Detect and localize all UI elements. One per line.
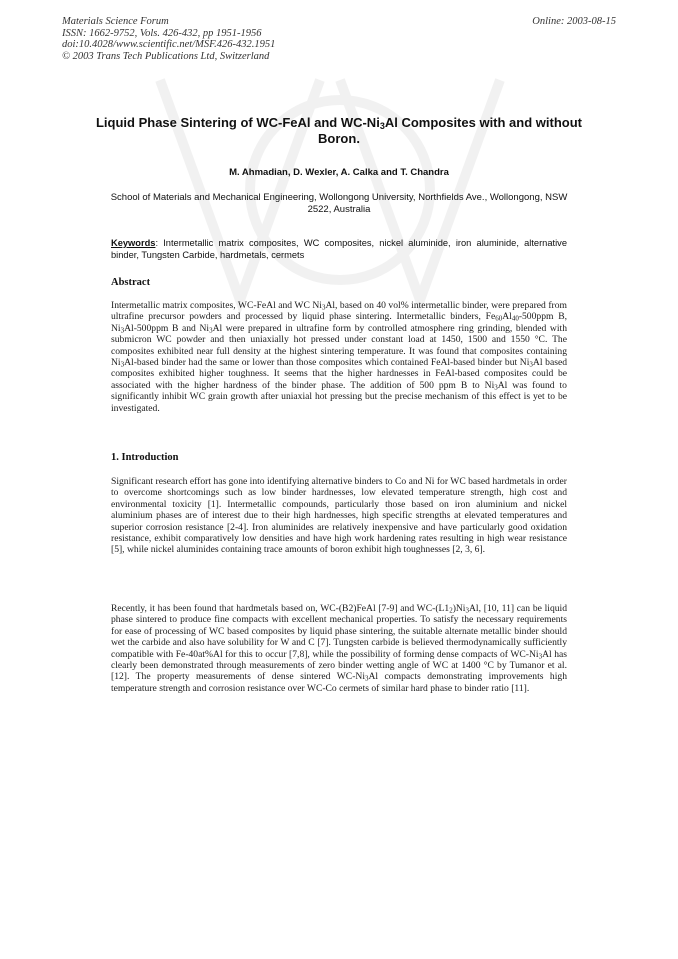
- publisher-watermark-icon: [130, 40, 550, 340]
- issn-line: ISSN: 1662-9752, Vols. 426-432, pp 1951-1956: [62, 27, 262, 39]
- paper-title: Liquid Phase Sintering of WC-FeAl and $WC-Ni_3Al$ Composites with and without Boron.: [95, 115, 582, 146]
- copyright-line: © 2003 Trans Tech Publications Ltd, Switzerland: [62, 50, 270, 62]
- introduction-paragraph-1: Significant research effort has gone into identifying alternative binders to Co and Ni for WC based hardmetals in order to overcome shortcomings such as low binder hardnesses, low elevated temperature strength, high cost and environmental toxicity [1]. Intermetallic compounds, particularly those based on iron aluminium and nickel aluminium phases are of interest due to their high hardnesses, high specific strengths at elevated temperatures and superior corrosion resistance [2-4]. Iron aluminides are relatively inexpensive and have particularly good oxidation resistance, exhibit comparatively low densities and have high work hardening rates resulting in high wear resistance [5], while nickel aluminides containing trace amounts of boron exhibit high toughnesses [2, 3, 6].: [111, 476, 567, 556]
- publication-header: [62, 16, 275, 62]
- abstract-paragraph: Intermetallic matrix composites, WC-FeAl and WC $Ni_3Al$, based on 40 vol% intermetallic binder, were prepared from ultrafine precursor powders and processed by liquid phase sintering. Intermetallic binders, $Fe_{60}Al_{40}-500ppm$ B, $Ni_3Al-500ppm$ B and $Ni_3Al$ were prepared in ultrafine form by controlled atmosphere ring grinding, blended with submicron WC powder and then uniaxially hot pressed under constant load at 1450, 1500 and 1550 °C. The composites exhibited near full density at the highest sintering temperature. It was found that composites containing $Ni_3Al$-based binder had the same or lower than those composites which contained FeAl-based binder but $Ni_3Al$ based composites exhibited higher toughness. It seems that the higher hardnesses in FeAl-based composites could be associated with the higher hardness of the binder phase. The addition of 500 ppm B to $Ni_3Al$ was found to significantly inhibit WC grain growth after uniaxial hot pressing but the precise mechanism of this effect is yet to be investigated.: [111, 300, 568, 414]
- doi-line: doi:10.4028/www.scientific.net/MSF.426-432.1951: [62, 39, 276, 50]
- introduction-heading: 1. Introduction: [111, 452, 179, 463]
- online-date: Online: 2003-08-15: [532, 16, 616, 27]
- abstract-heading: Abstract: [111, 277, 151, 288]
- introduction-paragraph-2: Recently, it has been found that hardmetals based on, WC-(B2)FeAl [7-9] and $WC-(L1_2)Ni_3Al$, [10, 11] can be liquid phase sintered to produce fine compacts with excellent mechanical properties. To satisfy the necessary requirements for ease of processing of WC based composites by liquid phase sintering, the suitable alternate metallic binder should wet the carbide and also have solubility for W and C [7]. Tungsten carbide is believed thermodynamically sufficiently compatible with Fe-40at%Al for this to occur [7,8], while the possibility of forming dense compacts of $WC-Ni_3Al$ has clearly been demonstrated through measurements of zero binder wetting angle of WC at 1400 °C by Tumanor et al. [12]. The property measurements of dense sintered $WC-Ni_3Al$ compacts demonstrating improvements high temperature strength and corrosion resistance over WC-Co cermets of similar hard phase to binder ratio [11].: [111, 603, 568, 694]
- journal-name: Materials Science Forum: [62, 16, 169, 27]
- keywords-text: : Intermetallic matrix composites, WC composites, nickel aluminide, iron aluminide, alternative binder, Tungsten Carbide, hardmetals, cermets: [111, 238, 567, 260]
- affiliation: School of Materials and Mechanical Engineering, Wollongong University, Northfields Ave., Wollongong, NSW 2522, Australia: [110, 192, 568, 215]
- keywords-label: Keywords: [111, 238, 156, 248]
- author-list: M. Ahmadian, D. Wexler, A. Calka and T. Chandra: [229, 167, 449, 178]
- keywords: [111, 237, 567, 261]
